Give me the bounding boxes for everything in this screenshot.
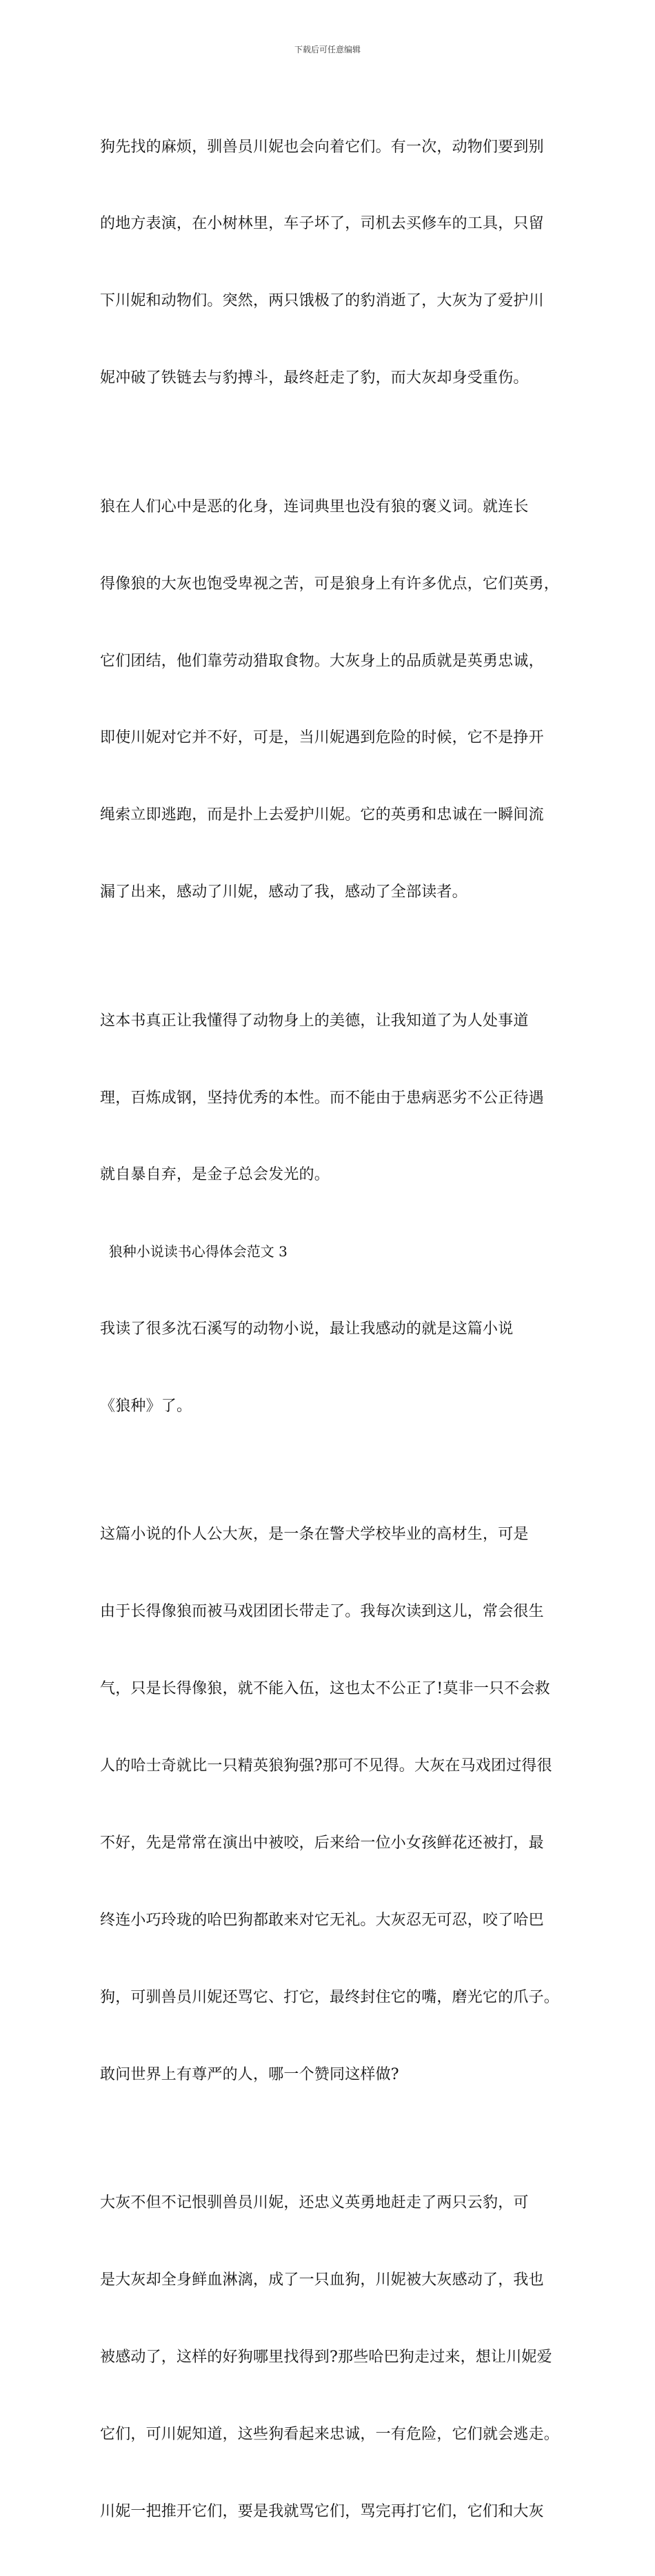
text-line: 这篇小说的仆人公大灰，是一条在警犬学校毕业的高材生，可是 xyxy=(100,1526,529,1544)
text-line: 人的哈士奇就比一只精英狼狗强?那可不见得。大灰在马戏团过得很 xyxy=(100,1757,552,1775)
page-header: 下载后可任意编辑 xyxy=(294,45,361,54)
text-line: 气，只是长得像狼，就不能入伍，这也太不公正了!莫非一只不会救 xyxy=(100,1680,550,1698)
paragraph xyxy=(100,2138,565,2575)
text-line: 我读了很多沈石溪写的动物小说，最让我感动的就是这篇小说 xyxy=(100,1320,514,1338)
text-line: 得像狼的大灰也饱受卑视之苦，可是狼身上有许多优点，它们英勇， xyxy=(100,575,560,593)
text-line: 即使川妮对它并不好，可是，当川妮遇到危险的时候，它不是挣开 xyxy=(100,729,544,747)
paragraph xyxy=(100,442,565,957)
text-line: 漏了出来，感动了川妮，感动了我，感动了全部读者。 xyxy=(100,883,467,901)
paragraph xyxy=(100,83,565,442)
paragraph xyxy=(100,1265,565,1470)
text-line: 敢问世界上有尊严的人，哪一个赞同这样做? xyxy=(100,2065,399,2083)
text-line: 《狼种》了。 xyxy=(100,1397,192,1415)
text-line: 终连小巧玲珑的哈巴狗都敢来对它无礼。大灰忍无可忍，咬了哈巴 xyxy=(100,1911,544,1929)
paragraph xyxy=(100,1471,565,2139)
text-line: 被感动了，这样的好狗哪里找得到?那些哈巴狗走过来，想让川妮爱 xyxy=(100,2348,552,2366)
text-line: 妮冲破了铁链去与豹搏斗，最终赶走了豹，而大灰却身受重伤。 xyxy=(100,369,529,387)
text-line: 绳索立即逃跑，而是扑上去爱护川妮。它的英勇和忠诚在一瞬间流 xyxy=(100,806,544,824)
text-line: 由于长得像狼而被马戏团团长带走了。我每次读到这儿，常会很生 xyxy=(100,1603,544,1621)
text-line: 就自暴自弃，是金子总会发光的。 xyxy=(100,1166,330,1184)
text-line: 它们团结，他们靠劳动猎取食物。大灰身上的品质就是英勇忠诚， xyxy=(100,652,544,670)
section-heading: 狼种小说读书心得体会范文 3 xyxy=(100,1243,288,1260)
text-line: 它们，可川妮知道，这些狗看起来忠诚，一有危险，它们就会逃走。 xyxy=(100,2425,560,2443)
text-line: 狗，可驯兽员川妮还骂它、打它，最终封住它的嘴，磨光它的爪子。 xyxy=(100,1988,560,2006)
text-line: 这本书真正让我懂得了动物身上的美德，让我知道了为人处事道 xyxy=(100,1012,529,1030)
text-line: 是大灰却全身鲜血淋漓，成了一只血狗，川妮被大灰感动了，我也 xyxy=(100,2271,544,2289)
document-body xyxy=(100,83,565,2576)
text-line: 理，百炼成钢，坚持优秀的本性。而不能由于患病恶劣不公正待遇 xyxy=(100,1089,544,1107)
text-line: 大灰不但不记恨驯兽员川妮，还忠义英勇地赶走了两只云豹，可 xyxy=(100,2194,529,2212)
text-line: 下川妮和动物们。突然，两只饿极了的豹消逝了，大灰为了爱护川 xyxy=(100,292,544,310)
text-line: 不好，先是常常在演出中被咬，后来给一位小女孩鲜花还被打，最 xyxy=(100,1834,544,1852)
text-line: 川妮一把推开它们，要是我就骂它们，骂完再打它们，它们和大灰 xyxy=(100,2502,544,2520)
paragraph xyxy=(100,957,565,1239)
text-line: 狗先找的麻烦，驯兽员川妮也会向着它们。有一次，动物们要到别 xyxy=(100,138,544,156)
text-line: 的地方表演，在小树林里，车子坏了，司机去买修车的工具，只留 xyxy=(100,215,544,233)
text-line: 狼在人们心中是恶的化身，连词典里也没有狼的褒义词。就连长 xyxy=(100,498,529,515)
